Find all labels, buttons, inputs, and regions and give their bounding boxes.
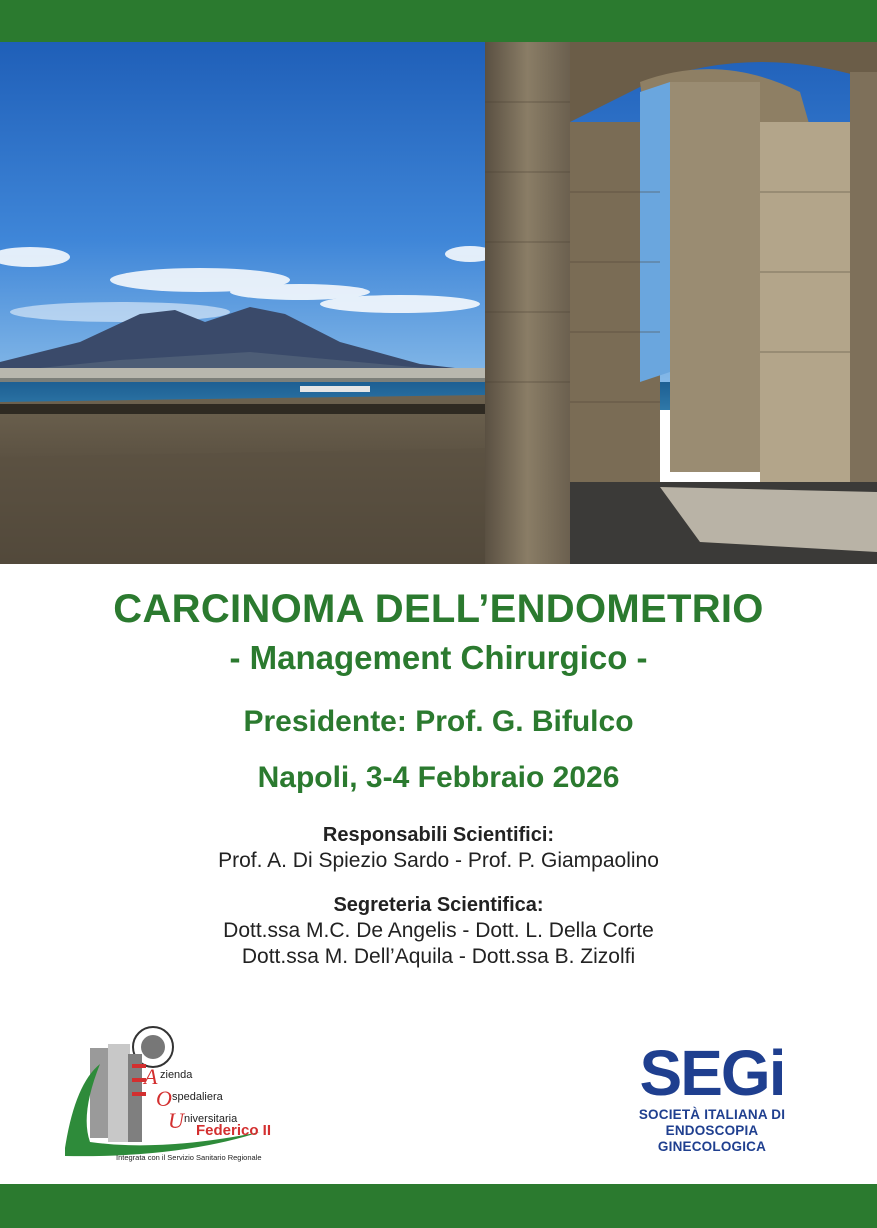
event-president: Presidente: Prof. G. Bifulco [243, 705, 634, 738]
segi-line-2: ENDOSCOPIA GINECOLOGICA [657, 1123, 767, 1154]
scientific-secretariat-line-1: Dott.ssa M.C. De Angelis - Dott. L. Della Corte [223, 919, 654, 942]
svg-text:O: O [156, 1086, 172, 1111]
top-green-bar [0, 0, 877, 42]
event-place-date: Napoli, 3-4 Febbraio 2026 [257, 761, 620, 794]
svg-text:SEGi: SEGi [639, 1040, 785, 1102]
svg-text:Integrata con il Servizio Sani: Integrata con il Servizio Sanitario Regionale [116, 1153, 262, 1162]
committees [0, 822, 877, 970]
scientific-heads-heading: Responsabili Scientifici: [322, 824, 555, 846]
segi-wordmark-icon [612, 1040, 812, 1102]
scientific-secretariat-heading: Segreteria Scientifica: [333, 894, 544, 916]
segi-logo [612, 1040, 812, 1155]
svg-text:niversitaria: niversitaria [184, 1113, 238, 1125]
svg-text:U: U [168, 1108, 184, 1133]
segi-line-1: SOCIETÀ ITALIANA DI [638, 1107, 786, 1122]
svg-text:spedaliera: spedaliera [172, 1091, 223, 1103]
bottom-green-bar [0, 1184, 877, 1228]
event-title: CARCINOMA DELL’ENDOMETRIO [113, 587, 764, 631]
event-titles [0, 580, 877, 794]
hero-photo [0, 42, 877, 564]
scientific-heads-names: Prof. A. Di Spiezio Sardo - Prof. P. Giampaolino [218, 849, 659, 872]
aou-federico-ii-logo [60, 1024, 300, 1164]
svg-text:A: A [144, 1064, 158, 1089]
scientific-secretariat-line-2: Dott.ssa M. Dell’Aquila - Dott.ssa B. Zizolfi [241, 945, 636, 968]
svg-text:zienda: zienda [160, 1069, 193, 1081]
event-subtitle: - Management Chirurgico - [229, 639, 648, 676]
svg-text:Federico II: Federico II [196, 1122, 272, 1139]
